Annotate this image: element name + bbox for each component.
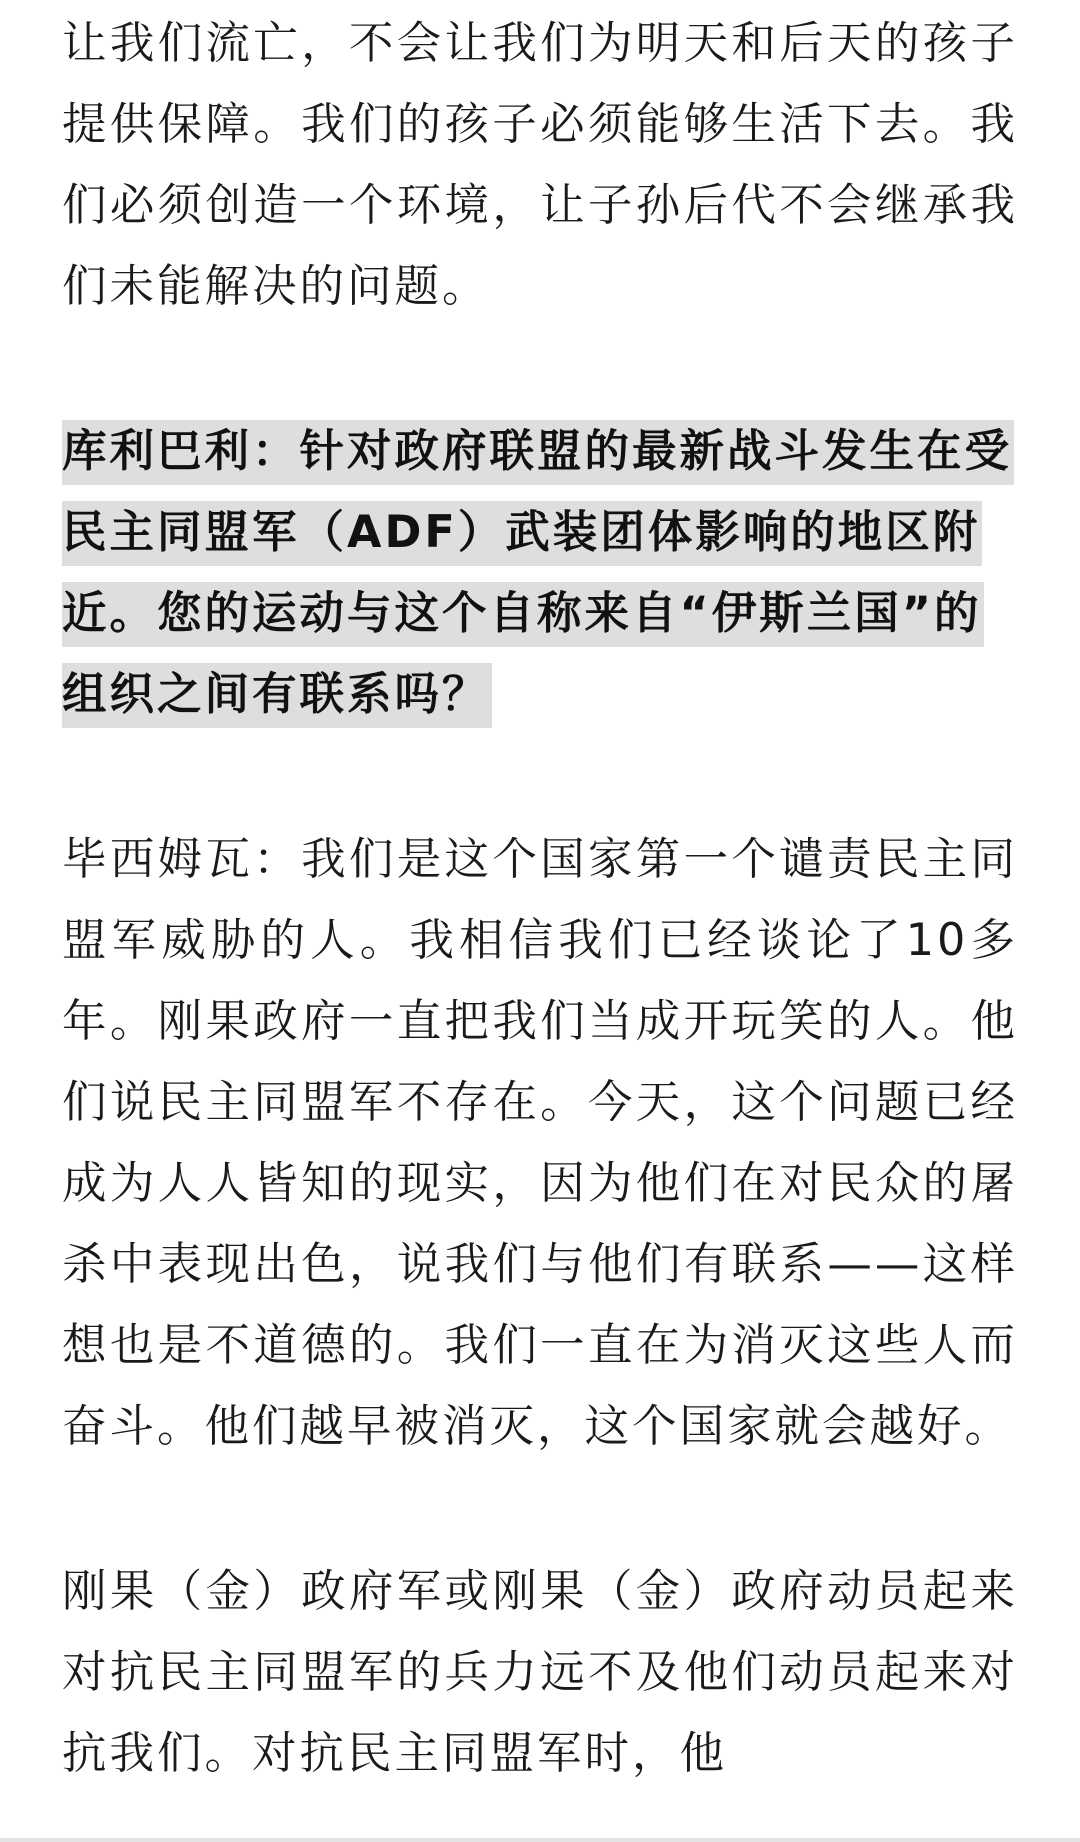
paragraph-gap: [62, 735, 1018, 819]
paragraph-text: 让我们流亡，不会让我们为明天和后天的孩子提供保障。我们的孩子必须能够生活下去。我们必须创造一个环境，让子孙后代不会继承我们未能解决的问题。: [62, 18, 1018, 312]
paragraph-gap: [62, 1467, 1018, 1551]
paragraph-text: 刚果（金）政府军或刚果（金）政府动员起来对抗民主同盟军的兵力远不及他们动员起来对抗我们。对抗民主同盟军时，他: [62, 1566, 1018, 1779]
paragraph-gap: [62, 327, 1018, 411]
interview-question: [62, 411, 1018, 735]
bottom-divider: [0, 1838, 1080, 1842]
highlighted-question-text: 库利巴利：针对政府联盟的最新战斗发生在受民主同盟军（ADF）武装团体影响的地区附近。您的运动与这个自称来自“伊斯兰国”的组织之间有联系吗？: [62, 420, 1014, 728]
article-body: [62, 0, 1018, 1794]
interview-answer: 毕西姆瓦：我们是这个国家第一个谴责民主同盟军威胁的人。我相信我们已经谈论了10多年。刚果政府一直把我们当成开玩笑的人。他们说民主同盟军不存在。今天，这个问题已经成为人人皆知的现实，因为他们在对民众的屠杀中表现出色，说我们与他们有联系——这样想也是不道德的。我们一直在为消灭这些人而奋斗。他们越早被消灭，这个国家就会越好。: [62, 834, 1018, 1452]
